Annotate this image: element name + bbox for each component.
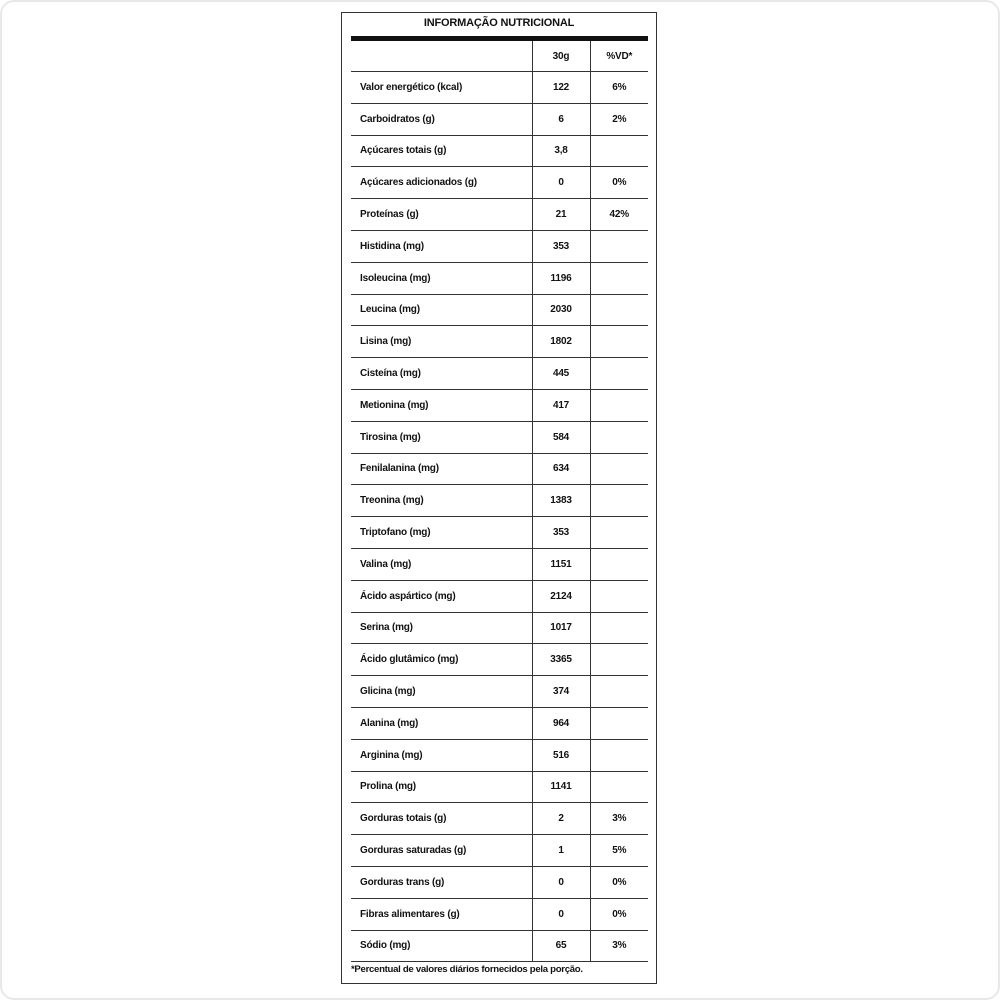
- nutrient-name: Valina (mg): [351, 548, 532, 580]
- nutrient-daily-value: [590, 453, 648, 485]
- table-row: [351, 898, 648, 930]
- table-row: [351, 612, 648, 644]
- nutrient-amount: 0: [532, 898, 590, 930]
- nutrient-daily-value: 2%: [590, 103, 648, 135]
- table-row: [351, 803, 648, 835]
- nutrient-name: Carboidratos (g): [351, 103, 532, 135]
- table-row: [351, 72, 648, 104]
- table-row: [351, 866, 648, 898]
- nutrient-daily-value: 5%: [590, 835, 648, 867]
- nutrient-name: Lisina (mg): [351, 326, 532, 358]
- table-row: [351, 135, 648, 167]
- nutrient-daily-value: [590, 548, 648, 580]
- table-row: [351, 517, 648, 549]
- nutrient-daily-value: [590, 485, 648, 517]
- table-row: [351, 294, 648, 326]
- nutrient-amount: 1: [532, 835, 590, 867]
- nutrient-amount: 964: [532, 707, 590, 739]
- nutrient-daily-value: [590, 326, 648, 358]
- footnote: *Percentual de valores diários fornecidos pela porção.: [351, 964, 583, 975]
- table-row: [351, 676, 648, 708]
- nutrient-name: Gorduras saturadas (g): [351, 835, 532, 867]
- nutrient-daily-value: [590, 612, 648, 644]
- nutrition-table: [351, 41, 648, 962]
- nutrient-amount: 2030: [532, 294, 590, 326]
- nutrient-name: Arginina (mg): [351, 739, 532, 771]
- nutrient-amount: 516: [532, 739, 590, 771]
- nutrient-daily-value: [590, 644, 648, 676]
- table-row: [351, 326, 648, 358]
- nutrient-daily-value: [590, 676, 648, 708]
- nutrient-amount: 353: [532, 230, 590, 262]
- table-row: [351, 771, 648, 803]
- header-daily-value: %VD*: [590, 41, 648, 72]
- nutrient-amount: 2124: [532, 580, 590, 612]
- nutrient-daily-value: [590, 771, 648, 803]
- table-row: [351, 707, 648, 739]
- table-row: [351, 262, 648, 294]
- nutrient-amount: 1802: [532, 326, 590, 358]
- nutrient-daily-value: 0%: [590, 898, 648, 930]
- nutrient-name: Cisteína (mg): [351, 358, 532, 390]
- nutrient-daily-value: [590, 294, 648, 326]
- nutrient-name: Proteínas (g): [351, 199, 532, 231]
- nutrient-daily-value: [590, 358, 648, 390]
- nutrient-amount: 584: [532, 421, 590, 453]
- table-row: [351, 644, 648, 676]
- table-header-row: [351, 41, 648, 72]
- nutrient-amount: 445: [532, 358, 590, 390]
- nutrient-amount: 1141: [532, 771, 590, 803]
- table-row: [351, 930, 648, 962]
- nutrient-daily-value: [590, 707, 648, 739]
- nutrient-daily-value: 3%: [590, 803, 648, 835]
- table-row: [351, 421, 648, 453]
- nutrient-amount: 0: [532, 167, 590, 199]
- table-row: [351, 453, 648, 485]
- nutrient-amount: 1196: [532, 262, 590, 294]
- nutrient-name: Ácido glutâmico (mg): [351, 644, 532, 676]
- nutrient-name: Prolina (mg): [351, 771, 532, 803]
- nutrient-amount: 6: [532, 103, 590, 135]
- nutrient-daily-value: 0%: [590, 866, 648, 898]
- nutrient-name: Triptofano (mg): [351, 517, 532, 549]
- nutrient-name: Treonina (mg): [351, 485, 532, 517]
- table-row: [351, 103, 648, 135]
- nutrient-daily-value: 42%: [590, 199, 648, 231]
- nutrient-amount: 3,8: [532, 135, 590, 167]
- table-row: [351, 167, 648, 199]
- nutrient-name: Serina (mg): [351, 612, 532, 644]
- header-nutrient: [351, 41, 532, 72]
- nutrient-amount: 21: [532, 199, 590, 231]
- nutrient-daily-value: [590, 135, 648, 167]
- nutrient-amount: 417: [532, 389, 590, 421]
- table-row: [351, 548, 648, 580]
- nutrient-daily-value: [590, 517, 648, 549]
- table-row: [351, 835, 648, 867]
- nutrient-daily-value: [590, 580, 648, 612]
- nutrient-name: Gorduras totais (g): [351, 803, 532, 835]
- table-row: [351, 389, 648, 421]
- table-row: [351, 358, 648, 390]
- table-row: [351, 485, 648, 517]
- nutrient-amount: 1017: [532, 612, 590, 644]
- nutrient-name: Açúcares adicionados (g): [351, 167, 532, 199]
- nutrient-name: Fenilalanina (mg): [351, 453, 532, 485]
- nutrient-name: Sódio (mg): [351, 930, 532, 962]
- nutrient-name: Tirosina (mg): [351, 421, 532, 453]
- nutrient-daily-value: [590, 389, 648, 421]
- nutrient-amount: 353: [532, 517, 590, 549]
- nutrient-amount: 1383: [532, 485, 590, 517]
- nutrient-daily-value: 6%: [590, 72, 648, 104]
- nutrient-amount: 0: [532, 866, 590, 898]
- nutrient-amount: 2: [532, 803, 590, 835]
- nutrient-amount: 65: [532, 930, 590, 962]
- nutrient-name: Valor energético (kcal): [351, 72, 532, 104]
- nutrient-amount: 122: [532, 72, 590, 104]
- nutrient-name: Leucina (mg): [351, 294, 532, 326]
- nutrient-name: Alanina (mg): [351, 707, 532, 739]
- nutrient-name: Glicina (mg): [351, 676, 532, 708]
- nutrient-name: Gorduras trans (g): [351, 866, 532, 898]
- nutrient-amount: 3365: [532, 644, 590, 676]
- nutrient-daily-value: [590, 739, 648, 771]
- nutrient-name: Açúcares totais (g): [351, 135, 532, 167]
- nutrient-amount: 374: [532, 676, 590, 708]
- header-portion: 30g: [532, 41, 590, 72]
- table-row: [351, 739, 648, 771]
- nutrient-amount: 634: [532, 453, 590, 485]
- table-row: [351, 230, 648, 262]
- nutrient-daily-value: [590, 230, 648, 262]
- nutrient-name: Metionina (mg): [351, 389, 532, 421]
- nutrition-facts-panel: [341, 12, 657, 984]
- nutrient-daily-value: [590, 262, 648, 294]
- nutrient-name: Histidina (mg): [351, 230, 532, 262]
- table-row: [351, 199, 648, 231]
- nutrient-daily-value: [590, 421, 648, 453]
- table-row: [351, 580, 648, 612]
- panel-title: INFORMAÇÃO NUTRICIONAL: [423, 17, 575, 29]
- nutrient-daily-value: 3%: [590, 930, 648, 962]
- nutrient-name: Ácido aspártico (mg): [351, 580, 532, 612]
- nutrient-name: Isoleucina (mg): [351, 262, 532, 294]
- nutrient-name: Fibras alimentares (g): [351, 898, 532, 930]
- nutrient-amount: 1151: [532, 548, 590, 580]
- nutrient-daily-value: 0%: [590, 167, 648, 199]
